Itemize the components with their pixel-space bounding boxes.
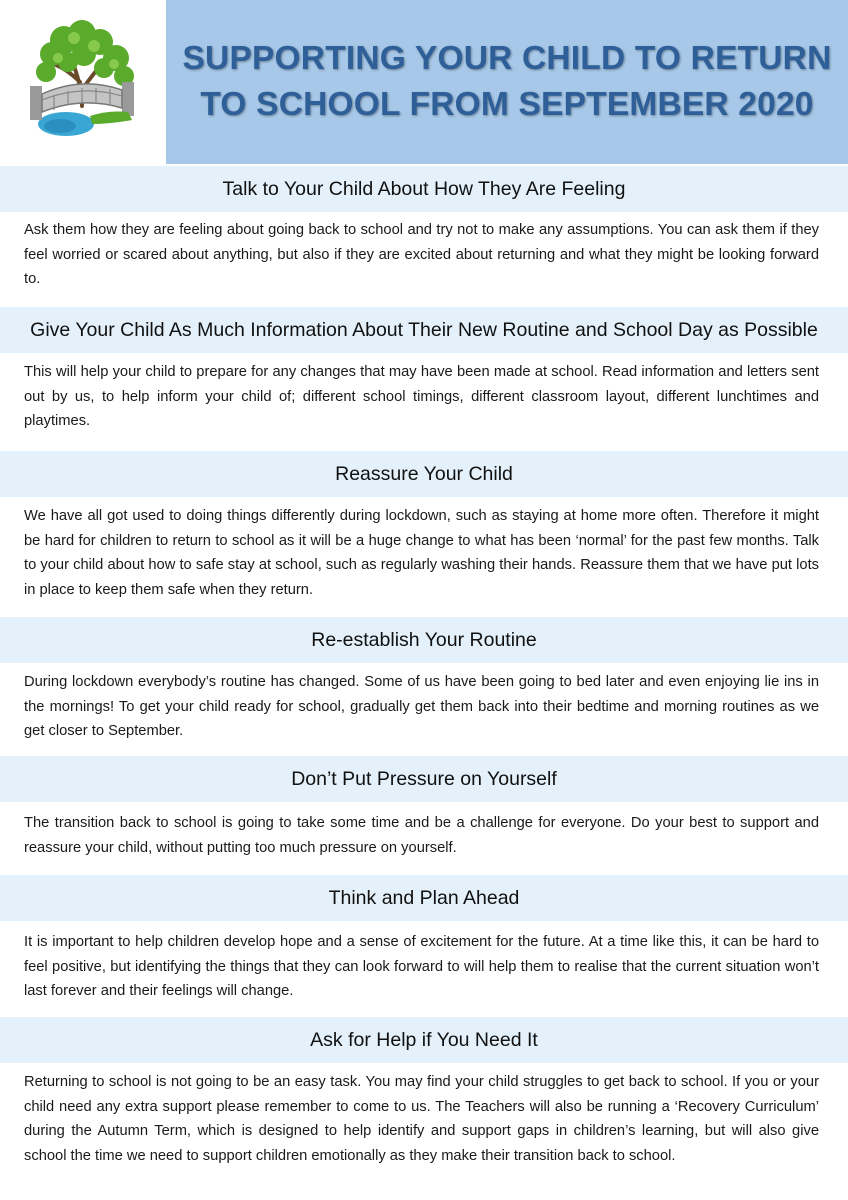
title-banner	[166, 0, 848, 164]
section-heading-band	[0, 617, 848, 663]
section-body: Returning to school is not going to be an easy task. You may find your child struggles to get back to school. If you or your child need any extra support please remember to come to us. The Teachers will also be running a ‘Recovery Curriculum’ during the Autumn Term, which is designed to help identify and support gaps in children’s learning, but will also give school the time we need to support children emotionally as they make their transition back to school.	[24, 1074, 819, 1164]
page-header	[0, 0, 848, 164]
school-logo	[0, 0, 166, 164]
section-body: It is important to help children develop hope and a sense of excitement for the future. At a time like this, it can be hard to feel positive, but identifying the things that they can look forward to will help them to realise that the current situation won’t last forever and their feelings will change.	[24, 934, 819, 1000]
section-body: This will help your child to prepare for any changes that may have been made at school. Read information and letters sent out by us, to help inform your child of; different school timings, different classroom layout, different lunchtimes and playtimes.	[24, 364, 819, 430]
section-body: During lockdown everybody’s routine has changed. Some of us have been going to bed later and even enjoying lie ins in the mornings! To get your child ready for school, gradually get them back into their bedtime and morning routines as we get closer to September.	[24, 674, 819, 740]
page-title	[183, 36, 832, 128]
section-body: We have all got used to doing things differently during lockdown, such as staying at home more often. Therefore it might be hard for children to return to school as it will be a huge change to what has been ‘normal’ for the past few months. Talk to your child about how to safe stay at school, such as regularly washing their hands. Reassure them that we have put lots in place to keep them safe when they return.	[24, 508, 819, 598]
section-heading-band	[0, 875, 848, 921]
section-heading: Give Your Child As Much Information About Their New Routine and School Day as Possible	[30, 318, 818, 341]
section-heading: Reassure Your Child	[335, 462, 513, 485]
section-heading-band	[0, 166, 848, 212]
section-heading-band	[0, 1017, 848, 1063]
section-body: Ask them how they are feeling about going back to school and try not to make any assumptions. You can ask them if they feel worried or scared about anything, but also if they are excited about returning and what they might be looking forward to.	[24, 222, 819, 288]
section-heading: Think and Plan Ahead	[328, 886, 520, 909]
section-heading: Re-establish Your Routine	[311, 628, 537, 651]
section-heading: Don’t Put Pressure on Yourself	[291, 767, 557, 790]
school-logo-tree-bridge-icon	[24, 20, 146, 138]
title-line-2: TO SCHOOL FROM SEPTEMBER 2020	[200, 86, 814, 123]
section-heading-band	[0, 451, 848, 497]
title-line-1: SUPPORTING YOUR CHILD TO RETURN	[182, 40, 832, 78]
section-heading: Talk to Your Child About How They Are Feeling	[222, 177, 626, 200]
section-heading-band	[0, 756, 848, 802]
section-body: The transition back to school is going to take some time and be a challenge for everyone. Do your best to support and reassure your child, without putting too much pressure on yourself.	[24, 815, 819, 856]
section-heading-band	[0, 307, 848, 353]
section-heading: Ask for Help if You Need It	[310, 1028, 538, 1051]
